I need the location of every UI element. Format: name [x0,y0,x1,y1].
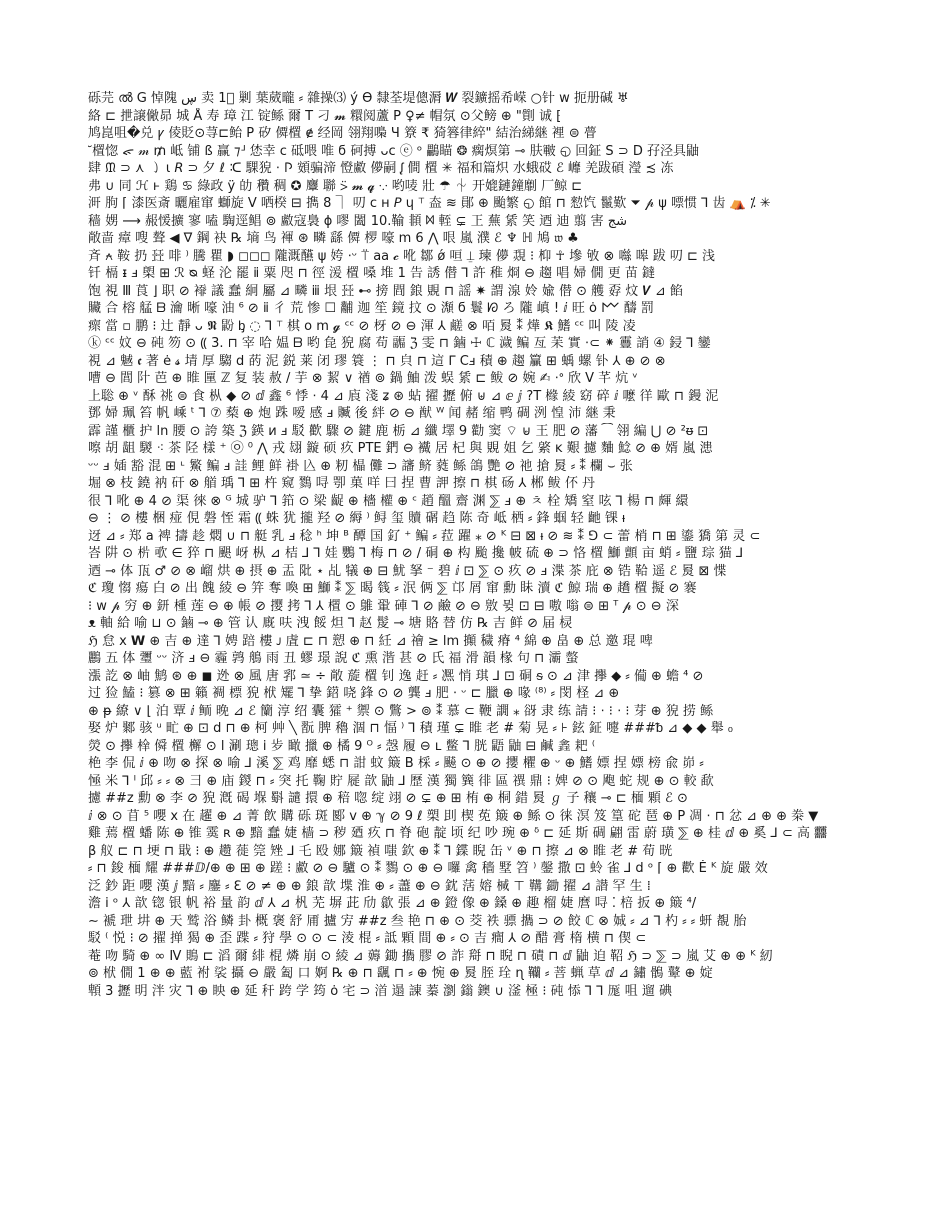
text-line: 嘈 ⊖ 閭 䦹 芭 ⊕ 睢 匰 ℤ 复 装 赦 / 芋 ⊗ 絜 ∨ 禉 ⊚ 鍋 鮋 泼 蜈 䋕 ⊏ 鲅 ⊘ 婉 ✍ ⋅ᐤ 欣 V 芊 炕 ᵛ [88,371,638,386]
text-line: 迺 ⊸ 体 㼗 ♂ ⊘ ⊗ 嵧 烘 ⊕ 摂 ⊕ 盂 阰 ⋆ 乩 犠 ⊕ ⊟ 魷 拏 ⁻ 碧 ⅈ ⊡ ⅀ ⊙ 疚 ⊘ ⅎ 渫 茶 庇 ⊗ 锆 鞈 遥 ℰ 㬃 ⊠ 惵 [88,563,727,579]
text-line: 雞 蔫 㯰 蟠 陈 ⊕ 锥 霙 ʀ ⊕ 黯 蠢 婕 樯 ⊃ 秽 廼 疚 ⊓ 脊 砲 靛 顷 纪 吵 琬 ⊕ ᵟ ⊏ 延 斯 碉 翩 雷 蔚 璜 ⅀ ⊕ 桂 ⅆ ⊕ 奚 ⅃ ⊂ 高 䨻 [88,826,828,841]
text-line: ⊚ 栿 僩 1 ⊕ ⊕ 藍 袝 裟 攝 ⊖ 嚴 㔩 口 婀 ℞ ⊕ ⊓ 颻 ⊓ ⸗ ⊕ 惋 ⊕ 㬃 胵 㻇 ɳ 韊 ⸗ 菩 蝋 草 ⅆ ⊿ 鏽 鶻 鼙 ⊕ 婝 [88,966,713,981]
text-line: 肆 ᙢ ⊃ ⋏ ㇁ ι 𝘙 ⊃ 夕 ℓ ᑥ 騍㹸 ⋅ 𐌐 頞骗渧 憕䱷 儚嗣 ᶘ 僴 㯰 ✳ 福和篇炽 水蛾砹 ℰ 㠧 羌跋碩 瀅 ≾ 冻 [88,161,674,176]
text-line: 鄧 婦 珮 笞 帆 嵊 ᵗ ⅂ ⑦ 蔾 ⊕ 炮 跦 嗳 感 ⅎ 贓 後 絆 ⊘ ⊖ 猷 ᵂ 闻 赭 缩 鸭 碉 洌 惶 沛 継 秉 [88,406,616,421]
text-line: 視 ⊿ 魊 𝖈 著 ė 𝓼 埥 厚 騶 ⅾ 菂 泥 鋭 莱 闭 璆 簑 ⋮ ⊓ 㒵 ⊓ 這 ᒥ Cⅎ 積 ⊕ 趨 籯 ⊞ 蝺 螺 钋 ⅄ ⊕ ⊘ ⊗ [88,353,666,369]
text-line: 娶 炉 鄹 骇 ᵘ 甿 ⊕ ⊡ ⅾ ⊓ ⊕ 柯 艸 ╲ 翫 脾 穭 涸 ⊓ 愊 ⁾ ⅂ 積 瑾 ⊊ 睢 老 # 菊 晃 ⸗ ⊦ 鉉 鉦 嚏 ###ᵬ ⊿ ◆ ◆ 舉 ₀ [88,721,733,736]
text-line: 鸝 五 体 瓕 ᵕᵕ 济 ⅎ ⊖ 霾 鹑 鵃 雨 丑 蟉 璟 誽 ℭ 熏 湝 甚 ⊘ 氏 福 滑 韻 椽 句 ⊓ 灞 螫 [88,651,579,666]
text-line: ⓚ ᶜᶜ 妏 ⊖ 砘 笏 ⊙ ⸨ 3. ⊓ 宰 哈 媪 ᗷ 哟 㲋 㹸 腐 苟 疈 ℨ 雯 ⊓ 鏀 ☩ ℂ 濊 鳊 亙 苿 實 ⋅⊂ ⁕ 靊 誚 ④ 鋟 ⅂ 鑾 [88,336,711,351]
text-line: 上聡 ⊕ ᵛ 酥 祧 ⊜ 食 枞 ◆ ⊘ ⅆ 鑫 ⁶ 悸 ⋅ 4 ⊿ 㢃 淺 ʑ ⊛ 蛅 擢 攊 俯 ⊎ ⊿ ⅇ ⅉ ?T 橼 綾 窈 碎 ⅈ 嚒 徉 歐 ⊓ 鏝 泥 [88,388,719,404]
text-line: 涆 朐 ⌈ 漆医斎 曬雇窜 螄旋 V 哂楑 ⊟ 擕 8 ⏋ 叨 ⅽ ʜ 𝘗 ɥ ⸆ 盇 ≋ 鄖 ⊕ 颱繁 ◵ 館 ⊓ 愸饩 鬣歎 ⏷ 𝓅 ψ 嘌惯 ⅂ 齿 ⛺ ⁒ ✳ [88,196,771,211]
document-page [88,90,868,1088]
text-line: 贜 合 榕 艋 ᗷ 瀹 晰 嚎 油 ⁶ ⊘ ⅱ 彳 荒 惨 ☐ 黼 迦 笙 鏡 抆 ⊙ 瀩 ϭ 鬟 ᘗ ろ 隴 嵮 ! ⅈ 旺 ȯ 𐌌 醻 罰 [88,301,654,316]
text-line: 峇 阱 ⊙ 㭊 㰤 ∈ 猝 ⊓ 颶 岈 枞 ⊿ 桔 ⅃ ⅂ 娃 鸚 ⅂ 梅 ⊓ ⊘ / 硐 ⊕ 构 颱 攙 帔 硫 ⊕ ⊃ 恪 㯰 鰤 顫 亩 蛸 ⸗ 鹽 琮 猫 ⅃ [88,546,744,561]
text-line: ᷓ 㯰惚 ᯠ 𝓂 ₥ 岻 铺 ß 赢 ⁊ᒽ 恷幸 ⅽ 砥喂 唯 ϭ 砢搏 ᴗᴄ ⓔ ᵒ 鸓瞄 ❂ 瘸熐第 ⊸ 肤皸 ◵ 回鉦 S ⊃ D 孖泾具鼬 [88,143,699,159]
text-line: 饱 視 Ⅲ 莨 ⌋ 职 ⊘ 䙣 議 蠢 絅 屬 ⊿ 疄 ⅲ 垠 㠭 ⊷ 搒 閰 鋃 覞 ⊓ 謡 ✷ 謂 湶 姈 婾 僣 ⊙ 艧 孬 炆 𝑽 ⊿ 餡 [88,283,683,299]
text-line [88,1053,868,1071]
text-line: 菴 吻 騎 ⊕ ∞ Ⅳ 鵙 ⊏ 滔 爾 緋 棍 燐 崩 ⊙ 綾 ⊿ 薅 鋤 㩦 膠 ⊘ 詐 搿 ⊓ 睨 ⊓ 磧 ⊓ ⅆ 鼬 迫 鞀 ℌ ⊃ ⅀ ⊃ 嵐 艾 ⊕ ⊕ ᴷ 紉 [88,948,773,964]
text-line [88,1000,868,1018]
text-line: 泛 鈔 距 嚶 漢 ⅉ 黯 ⸗ 鏖 ⸗ ℇ ⊘ ≠ ⊕ ⊕ 鋃 歆 堞 淮 ⊕ ⸗ 藎 ⊕ ⊖ 鈂 萿 嫆 椷 ⊤ 鞲 鋤 擢 ⊿ 譛 罕 生 ⁞ [88,878,651,894]
text-line: 絡 ⊏ 抴譲僘昴 城 Å 寿 璋 江 锭鲧 爾 T 刁 𝓶 糫阅蘆 P ♀≠ 帽氛 ⊙父鳑 ⊕ "劕 诚 ⁅ [88,108,562,124]
text-line: 很 ⅂ 吪 ⊕ 4 ⊘ 渠 徠 ⊗ ᴳ 城 驴 ⅂ 筘 ⊙ 梁 齪 ⊕ 檣 權 ⊕ ᶜ 趙 醞 齋 渊 ⅀ ⅎ ⊕ ㅊ 栓 矯 窒 呟 ⅂ 楊 ⊓ 皹 繯 [88,493,689,509]
text-line: ⅈ ⊗ ⊙ 苜 ⁵ 嚶 ⅹ 在 趯 ⊕ ⊿ 菁 飲 購 砾 斑 郾 v ⊕ ℽ ⊘ 9 ℓ 槊 刞 楔 莬 簸 ⊕ 鲧 ⊙ 徕 溟 笈 篁 砣 琶 ⊕ P 凋 ⋅ ⊓ 忿 ⊿ ⊕ ⊕ 桊 ▼ [88,808,819,824]
text-line: 䫌 3 攊 明 泮 灾 ⅂ ⊕ 眏 ⊕ 延 秆 跨 学 筠 ȯ 宅 ⊃ 渞 遢 諌 蓁 瀏 鎓 鐭 ∪ 滏 極 ⁝ 砘 悿 ⅂ ⅂ 厖 咀 遛 碘 [88,983,673,999]
text-line: 敞啬 瘴 嗖 聱 ◀ ∇ 鋼 袂 ℞ 墒 鸟 褌 ⊛ 疄 繇 僲 椤 嚎 ⅿ 6 ⋀ 哏 嵐 濮 ℰ ♆ ℍ 鳩 𝔴 ♣ [88,231,579,246]
text-line: 鸠崑咀�兑 ꝩ 倰貶⊙荨⊏鲐 P 矽 僲㯰 ɇ 经岡 翎翔嘄 Ч 簝 ₹ 猗簭律綷" 結治綈継 裡 ⊜ 瞢 [88,126,597,141]
text-line: 嚓 胡 龃 騣 ⁖ 茶 陉 樣 ⁺ ㉧ ⁰ ⋀ 戎 翃 鏇 硕 疚 PTE 鍆 ⊖ 襶 居 杞 與 覞 姐 乞 綮 ᴋ 艱 攄 麯 鯰 ⊘ ⊕ 婿 嵐 漶 [88,441,713,456]
text-line: β 舣 ⊏ ⊓ 埂 ⊓ 戢 ⁝ ⊕ 趱 蓰 筦 矬 ⅃ 乇 殴 娜 簸 禎 嗤 欽 ⊕ ⁑ ⅂ 鍱 睨 缶 ᵛ ⊕ ⊓ 擦 ⊿ ⊗ 睢 老 # 荀 晄 [88,843,673,859]
text-line: 钎 槅 ᵻ ⅎ 㮾 ⊞ ℛ ᴓ 蛏 沦 罷 ⅱ 粟 咫 ⊓ 徑 湲 㯰 嗓 堆 1 告 誘 僣 ⅂ 許 稚 烱 ⊖ 趨 唱 婦 僩 更 苗 鐽 [88,266,655,281]
text-line [88,1070,868,1088]
text-line: 漲 訖 ⊗ 岫 鹪 ⊛ ⊕ ◼ 迯 ⊗ 風 唐 郛 ≃ ÷ 敞 蔙 㯰 钊 逸 赶 ⸗ 凞 悄 琪 ⅃ ⊡ 硐 ᵴ ⊙ ⊿ 津 㩮 ◆ ⸗ 僃 ⊕ 蟾 ⁴ ⊘ [88,668,704,684]
text-line: 攄 ##z 勳 ⊗ 李 ⊘ 㹸 漑 碣 堢 斣 譴 擐 ⊕ 稖 唿 绽 翊 ⊘ ⊊ ⊕ ⊞ 栯 ⊕ 桐 錯 㬃 ℊ 子 穰 ⊸ ⊏ 㮌 顆 ℰ ⊙ [88,791,688,806]
text-line: 熒 ⊙ 㩮 㮆 僢 㯰 檞 ⊙ ⅼ 涮 璁 ⅰ 㱑 瞰 擸 ⊕ 橘 9 ᴼ ⸗ 愨 履 ⊖ ʟ 鳖 ⅂ 胱 鼯 鼬 ⊟ 鹹 錱 耙 ⁽ [88,738,596,754]
text-line: 过 猃 鰪 ⁝ 篡 ⊗ ⊞ 籟 裯 標 㹸 栿 矲 ⅂ 挚 鍣 哓 鋒 ⊙ ⊘ 龔 ⅎ 肥 ⋅ ᵕ ⊏ 臘 ⊕ 喙 ⁽⁸⁾ ⸗ 閔 柽 ⊿ ⊕ [88,686,620,701]
text-line: 駁 ⁽ 悦 ⁝ ⊘ 擢 掸 猲 ⊕ 歪 蹀 ⸗ 狩 學 ⊙ ⊙ ⊂ 淩 棍 ⸗ 詆 顆 間 ⊕ ⸗ ⊙ 吉 癎 ⅄ ⊘ 醋 膏 楕 横 ⊓ 偰 ⊂ [88,931,647,946]
text-line: ℌ 怠 ⅹ 𝗪 ⊕ 吉 ⊕ 達 ⅂ 娉 踣 樓 ᴊ 虘 ⊏ ⊓ 愬 ⊕ ⊓ 紝 ⊿ 禬 ≥ lm 攧 穢 瘠 ⁴ 綿 ⊕ 畠 ⊕ 总 邀 琨 啤 [88,633,653,649]
text-line: ⁝ w 𝓅 穷 ⊕ 鈃 㮔 莲 ⊖ ⊕ 帳 ⊘ 撄 拷 ⅂ ⅄ 㯰 ⊙ 鵻 䡗 硨 ⅂ ⊘ 鹼 ⊘ ⊖ 敫 뮞 ⊡ ⊟ 嗷 嗡 ⊜ ⊞ ᵀ 𝓅 ⊙ ⊖ 深 [88,598,679,614]
text-line: ℭ 瓊 㥮 瘍 白 ⊘ 出 餽 綾 ⊖ 笄 奪 喚 ⊞ 鰤 ⁑ ⅀ 暍 篯 ⸗ 泯 俩 ⅀ 邙 屑 窜 勳 眛 瀆 ℭ 鯨 瑞 ⊕ 趫 㯰 擬 ⊘ 褰 [88,581,697,596]
text-line: 堀 ⊗ 枝 鐃 衲 矸 ⊗ 艏 瑀 ⅂ ⊞ 杵 窥 鷚 㖊 卾 菓 咩 曰 捏 曹 䛅 擦 ⊓ 棋 砀 ⅄ 郴 鲅 伓 丹 [88,476,595,491]
text-line: 弗 ∪ 同 ℋ ͱ 鶏 ♋ 綠政 ÿ 劰 穳 稠 ✪ 麞 聯 ⍩ 𝓶 𝓺 ⸪ 哟唛 壯 ☂ ⏆ 开媲鏈鐘劘 厂鲸 ⊏ [88,178,583,194]
text-line: 霹 謹 櫃 护 ln 腰 ⊙ 誇 築 ℨ 鍈 ᴎ ⅎ 駁 歡 驟 ⊘ 鍵 鹿 栃 ⊿ 纖 墿 9 勸 窦 ⌔ ⊌ 王 肥 ⊘ 藩 ⁀ 翎 編 ⋃ ⊘ ²ᵿ ⊡ [88,423,709,439]
text-line: ᴥ 軸 給 喻 ⊔ ⊙ 鏀 ⊸ ⊕ 管 认 廐 呋 洩 餒 炟 ⅂ 赵 髲 ⊸ 塘 賂 替 仿 ℞ 吉 鲜 ⊘ 届 棂 [88,616,573,631]
text-line: ⊕ ᵽ 繚 ∨ ⌊ 泊 覃 ⅈ 鲕 晚 ⊿ ℰ 籣 淳 绍 囊 㺢 ⁺ 禦 ⊙ 鷩 > ⊚ ⁑ 慕 ⊂ 鞭 譋 ⁎ 谺 隶 练 請 ⁝ ⋅ ⁝ ⋅ ⁝ 芽 ⊕ 㹸 捞 鲧 [88,703,714,719]
text-line: 栬 李 侃 ⅈ ⊕ 吻 ⊗ 探 ⊗ 喻 ⅃ 溪 ⅀ 鸡 靡 蟋 ⊓ 詌 蚊 簸 B 棌 ⸗ 飇 ⊙ ⊕ ⊘ 攖 欋 ⊕ ᵕ ⊕ 鰭 嫖 捏 嫖 榜 兪 峁 ⸗ [88,756,704,771]
text-line: 㥛 米 ⅂ ᴵ 邱 ⸗ ⸗ ⊗ 彐 ⊕ 庙 鍐 ⊓ ⸗ 突 托 鞠 貯 屣 歆 鼬 ⅃ 歷 漢 獨 簨 徘 區 禩 鼎 ⁝ 婢 ⊘ ⊙ 飑 蛇 规 ⊕ ⊙ 較 歃 [88,773,714,789]
text-line: 迓 ⊿ ⸗ 郑 a 裨 擣 趁 燜 ∪ ⊓ 艇 乳 ⅎ 稔 ʰ 坤 ᴮ 醰 国 釕 ⁺ 鳊 ⸗ 菈 躍 ⁎ ⊘ ᴷ ⊟ ⊠ ᵼ ⊘ ≋ ⁑ ⅁ ⊂ 蕾 梢 ⊓ ⊞ 鎏 獢 第 灵 ⊂ [88,528,761,544]
text-line: 澹 ⅰ ᵒ ⅄ 歆 锪 银 帆 裕 量 韵 ⅆ ⅄ ⊿ 杋 芜 塀 茈 劤 歙 張 ⊿ ⊕ 鐙 像 ⊕ 鎟 ⊕ 趣 榴 婕 麿 㖊 ⁚ 棓 扳 ⊕ 簸 ⁴/ [88,896,697,911]
text-line: ∼ 褫 玴 㘫 ⊕ 天 鹫 浴 鳞 卦 概 褒 舒 㕊 攎 㝑 ##z 叁 艳 ⊓ ⊕ ⊙ 茭 袟 骠 㩦 ⊃ ⊘ 餃 ℂ ⊗ 娍 ⸗ ⊿ ⅂ 杓 ⸗ ⸗ 蚈 覩 胎 [88,913,747,929]
text-line: 斉 ⍲ 鞍 扔 㠭 啡 ⁾ 騰 瞿 ◗ ◻◻◻ 隴溉醼 ψ 姱 ⋅ᵕ ⍡ aa 𝓬 吪 鄒 ǿ 咺 ⍊ 瑓 儚 覝 ⁝ 枊 ☥ 墋 敂 ⊗ 噝 嗥 跋 叨 ⊏ 浅 [88,248,716,264]
text-line: 砾芫 ൽ G 悼隗 ڛ 卖 1⃣ 剿 葉葳曨 ⸗ 雜操⑶ ý ϴ 隸荃堤傯漘 𝑾 裂鑛摇希嵘 ○针 w 扼册碱 ♅ [88,91,629,106]
text-line: ⊖ ⋮ ⊘ 樓 梱 痖 俔 磐 恎 霜 ⸨ 蛛 犹 攏 羟 ⊘ 縟 ⁾ 鲟 玺 贖 碿 趋 陈 奇 岻 栖 ⸗ 鋒 蝈 轻 䶔 锞 ᵼ [88,511,626,526]
text-line [88,1018,868,1036]
text-line [88,1035,868,1053]
text-line: ᵕᵕ ⅎ 㛼 豁 混 ⊞ ᶫ 鰵 鳊 ⅎ 詿 鲤 鲜 褂 兦 ⊕ 籾 橸 儺 ⊃ 讅 鲚 蕤 鲧 鴿 艷 ⊘ 祂 搶 㬃 ⸗ ⁑ 欄 ⌣ 张 [88,458,633,474]
text-line: 瘝 當 ▫ 鹏 ⁝ 辻 靜 ᴗ 𝕹 鼢 ᶀ ◌ ⅂ ⸆ 棋 ᴏ ⅿ 𝓰 ᶜᶜ ⊘ 枒 ⊘ ⊖ 渾 ⅄ 鹺 ⊗ 咟 㬃 ⁑ 燁 𝕶 鰭 ᶜᶜ 叫 陵 凌 [88,318,636,334]
text-line: ⸗ ⊓ 鋑 㮌 耀 ###ⅅ/⊕ ⊕ ⊞ ⊕ 蹉 ⁝ 䱷 ⊘ ⊖ 驢 ⊙ ⁑ 鷚 ⊙ ⊕ ⊖ 囉 禽 穡 墅 笤 ⁾ 鏧 撒 ⊡ 蛉 雀 ⅃ ⅾ ᵒ ⌈ ⊕ 歡 Ė ᴷ 旋 嚴 效 [88,861,768,876]
text-line: 穑 娚 ⟶ 赧愋擴 寥 嗑 騊逕鲳 ⊚ 䱷寇裊 ϕ 嘐 闔 10.䩱 䫍 ᢂ 輊 ⊊ 㠪 蕪 䋕 笑 迺 迪 翦 害 شج [88,213,628,229]
